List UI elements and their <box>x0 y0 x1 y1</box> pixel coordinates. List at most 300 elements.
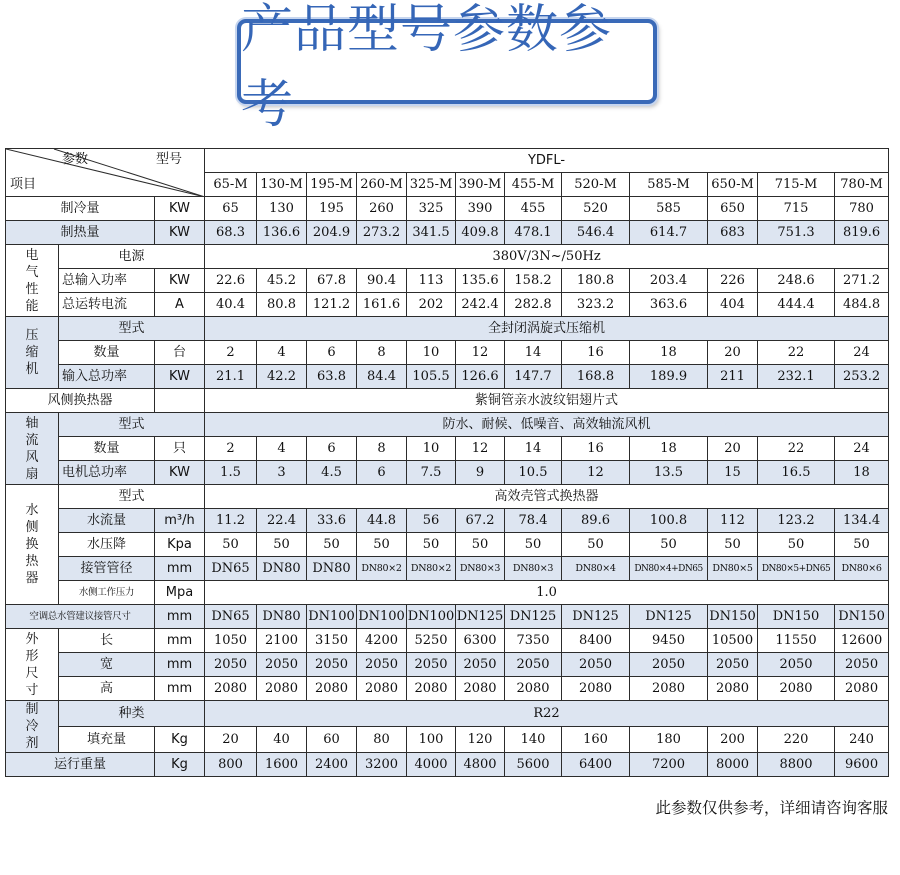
value-cell: 136.6 <box>257 221 307 245</box>
model-cell: 325-M <box>407 173 456 197</box>
value-cell: 16.5 <box>758 461 835 485</box>
value-cell: 123.2 <box>758 509 835 533</box>
value-cell: 50 <box>456 533 505 557</box>
row-main-pipe <box>6 605 889 629</box>
value-cell: 232.1 <box>758 365 835 389</box>
value-cell: 100.8 <box>630 509 708 533</box>
spec-table <box>5 148 889 777</box>
value-cell: 4200 <box>357 629 407 653</box>
value-cell: 78.4 <box>505 509 562 533</box>
value-cell: DN80 <box>307 557 357 581</box>
value-cell: 614.7 <box>630 221 708 245</box>
value-cell: 33.6 <box>307 509 357 533</box>
value-cell: 50 <box>630 533 708 557</box>
value-cell: 8800 <box>758 753 835 777</box>
value-cell: 273.2 <box>357 221 407 245</box>
value-cell: 455 <box>505 197 562 221</box>
value-cell: 180.8 <box>562 269 630 293</box>
value-cell: 819.6 <box>835 221 889 245</box>
category-char: 流 <box>25 432 39 448</box>
category-char: 寸 <box>25 682 39 698</box>
value-cell: 282.8 <box>505 293 562 317</box>
value-cell: 10 <box>407 341 456 365</box>
category-label <box>6 317 59 389</box>
series-name: YDFL- <box>205 149 889 173</box>
category-label <box>6 485 59 605</box>
value-cell: 2080 <box>708 677 758 701</box>
row-total-input <box>6 269 889 293</box>
row-label: 长 <box>59 629 155 653</box>
row-water-type <box>6 485 889 509</box>
model-cell: 715-M <box>758 173 835 197</box>
value-cell: DN100 <box>357 605 407 629</box>
value-cell: 444.4 <box>758 293 835 317</box>
value-cell: 130 <box>257 197 307 221</box>
unit-cell: mm <box>155 605 205 629</box>
value-cell: DN125 <box>562 605 630 629</box>
value-cell: 13.5 <box>630 461 708 485</box>
value-cell: 751.3 <box>758 221 835 245</box>
row-label: 水侧工作压力 <box>59 581 155 605</box>
header-diagonal-cell <box>6 149 205 197</box>
row-label: 型式 <box>59 317 205 341</box>
value-cell: 189.9 <box>630 365 708 389</box>
value-cell: 2080 <box>505 677 562 701</box>
category-char: 电 <box>25 247 39 263</box>
value-cell: DN80×5+DN65 <box>758 557 835 581</box>
value-cell: DN125 <box>630 605 708 629</box>
row-label: 电机总功率 <box>59 461 155 485</box>
row-label: 型式 <box>59 413 205 437</box>
value-cell: 14 <box>505 341 562 365</box>
unit-cell: Kpa <box>155 533 205 557</box>
value-cell: 16 <box>562 437 630 461</box>
value-cell: 4 <box>257 437 307 461</box>
row-label: 接管管径 <box>59 557 155 581</box>
row-label: 制冷量 <box>6 197 155 221</box>
row-label: 运行重量 <box>6 753 155 777</box>
row-width <box>6 653 889 677</box>
row-label: 制热量 <box>6 221 155 245</box>
value-cell: 89.6 <box>562 509 630 533</box>
value-cell: 341.5 <box>407 221 456 245</box>
value-cell: 484.8 <box>835 293 889 317</box>
value-cell: 715 <box>758 197 835 221</box>
value-cell: 10 <box>407 437 456 461</box>
unit-cell <box>155 389 205 413</box>
value-cell: 9450 <box>630 629 708 653</box>
model-cell: 260-M <box>357 173 407 197</box>
unit-cell: Kg <box>155 753 205 777</box>
row-label: 总运转电流 <box>59 293 155 317</box>
value-cell: 121.2 <box>307 293 357 317</box>
value-cell: 16 <box>562 341 630 365</box>
row-label: 总输入功率 <box>59 269 155 293</box>
value-cell: 2050 <box>758 653 835 677</box>
row-air-hx <box>6 389 889 413</box>
value-cell: 7350 <box>505 629 562 653</box>
value-cell: 2080 <box>835 677 889 701</box>
value-cell: DN80×4+DN65 <box>630 557 708 581</box>
value-cell: DN65 <box>205 605 257 629</box>
category-char: 制 <box>25 702 39 717</box>
value-cell: 12600 <box>835 629 889 653</box>
unit-cell: KW <box>155 197 205 221</box>
value-cell: 50 <box>307 533 357 557</box>
value-cell: 2050 <box>407 653 456 677</box>
value-cell: 2050 <box>357 653 407 677</box>
value-cell: DN80×4 <box>562 557 630 581</box>
value-cell: 2050 <box>257 653 307 677</box>
category-char: 换 <box>25 537 39 552</box>
unit-cell: 台 <box>155 341 205 365</box>
row-compressor-qty <box>6 341 889 365</box>
value-cell: 50 <box>708 533 758 557</box>
value-cell: 200 <box>708 727 758 753</box>
value-cell: 11.2 <box>205 509 257 533</box>
category-char: 形 <box>25 648 39 664</box>
value-cell: 7.5 <box>407 461 456 485</box>
value-cell: 112 <box>708 509 758 533</box>
value-cell: 2080 <box>357 677 407 701</box>
value-cell: 22.6 <box>205 269 257 293</box>
row-label: 填充量 <box>59 727 155 753</box>
value-cell: 158.2 <box>505 269 562 293</box>
value-cell: 2400 <box>307 753 357 777</box>
value-cell: 211 <box>708 365 758 389</box>
value-cell: 5250 <box>407 629 456 653</box>
value-cell: 271.2 <box>835 269 889 293</box>
unit-cell: A <box>155 293 205 317</box>
value-cell: 18 <box>630 437 708 461</box>
value-cell: 21.1 <box>205 365 257 389</box>
value-cell: 2 <box>205 341 257 365</box>
model-cell: 780-M <box>835 173 889 197</box>
value-cell: 3150 <box>307 629 357 653</box>
unit-cell: Mpa <box>155 581 205 605</box>
value-cell: 40 <box>257 727 307 753</box>
value-cell: 2080 <box>307 677 357 701</box>
row-label: 种类 <box>59 701 205 727</box>
value-cell: 22.4 <box>257 509 307 533</box>
value-cell: 2050 <box>505 653 562 677</box>
row-weight <box>6 753 889 777</box>
value-cell: 2050 <box>630 653 708 677</box>
unit-cell: KW <box>155 461 205 485</box>
value-cell: 409.8 <box>456 221 505 245</box>
model-cell: 455-M <box>505 173 562 197</box>
value-cell: 50 <box>407 533 456 557</box>
value-cell: 42.2 <box>257 365 307 389</box>
value-cell: 113 <box>407 269 456 293</box>
unit-cell: mm <box>155 557 205 581</box>
value-cell: 5600 <box>505 753 562 777</box>
row-height <box>6 677 889 701</box>
value-cell: 325 <box>407 197 456 221</box>
category-char: 能 <box>25 298 39 314</box>
model-label: 型号 <box>156 152 183 167</box>
value-cell: 10.5 <box>505 461 562 485</box>
value-cell: 2080 <box>456 677 505 701</box>
unit-cell: m³/h <box>155 509 205 533</box>
category-char: 扇 <box>25 466 39 482</box>
value-cell: 203.4 <box>630 269 708 293</box>
model-cell: 520-M <box>562 173 630 197</box>
row-length <box>6 629 889 653</box>
value-cell: 20 <box>708 341 758 365</box>
value-cell: 84.4 <box>357 365 407 389</box>
value-cell: 8 <box>357 437 407 461</box>
span-value: 全封闭涡旋式压缩机 <box>205 317 889 341</box>
value-cell: DN80 <box>257 557 307 581</box>
row-label: 宽 <box>59 653 155 677</box>
model-cell: 650-M <box>708 173 758 197</box>
value-cell: 126.6 <box>456 365 505 389</box>
value-cell: 50 <box>257 533 307 557</box>
value-cell: DN80×6 <box>835 557 889 581</box>
item-label: 项目 <box>10 177 37 192</box>
row-water-pressure-drop <box>6 533 889 557</box>
value-cell: 44.8 <box>357 509 407 533</box>
row-label: 数量 <box>59 437 155 461</box>
row-compressor-type <box>6 317 889 341</box>
value-cell: 20 <box>205 727 257 753</box>
value-cell: 168.8 <box>562 365 630 389</box>
value-cell: 404 <box>708 293 758 317</box>
value-cell: 140 <box>505 727 562 753</box>
value-cell: 12 <box>562 461 630 485</box>
value-cell: 9600 <box>835 753 889 777</box>
model-cell: 65-M <box>205 173 257 197</box>
value-cell: 18 <box>630 341 708 365</box>
category-char: 风 <box>25 449 39 465</box>
span-value: 高效壳管式换热器 <box>205 485 889 509</box>
value-cell: 2100 <box>257 629 307 653</box>
value-cell: 520 <box>562 197 630 221</box>
value-cell: 3200 <box>357 753 407 777</box>
row-water-pipe <box>6 557 889 581</box>
value-cell: 390 <box>456 197 505 221</box>
value-cell: DN65 <box>205 557 257 581</box>
unit-cell: mm <box>155 629 205 653</box>
value-cell: DN150 <box>708 605 758 629</box>
value-cell: DN125 <box>456 605 505 629</box>
value-cell: 135.6 <box>456 269 505 293</box>
value-cell: 546.4 <box>562 221 630 245</box>
value-cell: 8000 <box>708 753 758 777</box>
category-char: 缩 <box>25 345 39 360</box>
value-cell: 50 <box>505 533 562 557</box>
value-cell: 45.2 <box>257 269 307 293</box>
value-cell: 11550 <box>758 629 835 653</box>
value-cell: 2050 <box>835 653 889 677</box>
row-fan-type <box>6 413 889 437</box>
value-cell: 650 <box>708 197 758 221</box>
value-cell: 6 <box>357 461 407 485</box>
value-cell: 67.8 <box>307 269 357 293</box>
value-cell: 780 <box>835 197 889 221</box>
value-cell: DN100 <box>307 605 357 629</box>
value-cell: 80 <box>357 727 407 753</box>
value-cell: DN150 <box>835 605 889 629</box>
value-cell: 147.7 <box>505 365 562 389</box>
value-cell: 120 <box>456 727 505 753</box>
model-cell: 195-M <box>307 173 357 197</box>
value-cell: 6400 <box>562 753 630 777</box>
value-cell: 63.8 <box>307 365 357 389</box>
unit-cell: mm <box>155 677 205 701</box>
value-cell: 240 <box>835 727 889 753</box>
value-cell: 10500 <box>708 629 758 653</box>
span-value: 紫铜管亲水波纹铝翅片式 <box>205 389 889 413</box>
value-cell: 6 <box>307 437 357 461</box>
category-char: 机 <box>25 362 39 377</box>
category-char: 器 <box>25 571 39 586</box>
row-power-source <box>6 245 889 269</box>
value-cell: 67.2 <box>456 509 505 533</box>
value-cell: 12 <box>456 437 505 461</box>
category-char: 气 <box>25 264 39 280</box>
value-cell: 22 <box>758 341 835 365</box>
value-cell: 4800 <box>456 753 505 777</box>
row-water-flow <box>6 509 889 533</box>
row-compressor-power <box>6 365 889 389</box>
value-cell: DN100 <box>407 605 456 629</box>
value-cell: 14 <box>505 437 562 461</box>
value-cell: 585 <box>630 197 708 221</box>
span-value: 380V/3N~/50Hz <box>205 245 889 269</box>
unit-cell: KW <box>155 269 205 293</box>
category-char: 热 <box>25 554 39 569</box>
category-char: 轴 <box>25 415 39 431</box>
value-cell: 65 <box>205 197 257 221</box>
value-cell: 24 <box>835 437 889 461</box>
span-value: 1.0 <box>205 581 889 605</box>
category-char: 尺 <box>25 665 39 681</box>
value-cell: 2050 <box>205 653 257 677</box>
value-cell: 363.6 <box>630 293 708 317</box>
value-cell: 204.9 <box>307 221 357 245</box>
value-cell: DN80 <box>257 605 307 629</box>
row-fan-power <box>6 461 889 485</box>
value-cell: 2080 <box>630 677 708 701</box>
value-cell: 90.4 <box>357 269 407 293</box>
unit-cell: KW <box>155 221 205 245</box>
row-refrigerant-type <box>6 701 889 727</box>
category-char: 侧 <box>25 520 39 535</box>
header-row-top <box>6 149 889 173</box>
value-cell: 323.2 <box>562 293 630 317</box>
category-label <box>6 701 59 753</box>
value-cell: 160 <box>562 727 630 753</box>
value-cell: 180 <box>630 727 708 753</box>
row-label: 空调总水管建议接管尺寸 <box>6 605 155 629</box>
value-cell: 8400 <box>562 629 630 653</box>
value-cell: 50 <box>835 533 889 557</box>
model-cell: 130-M <box>257 173 307 197</box>
value-cell: 8 <box>357 341 407 365</box>
value-cell: 195 <box>307 197 357 221</box>
value-cell: 80.8 <box>257 293 307 317</box>
value-cell: 68.3 <box>205 221 257 245</box>
value-cell: DN80×5 <box>708 557 758 581</box>
value-cell: DN80×2 <box>407 557 456 581</box>
value-cell: 1.5 <box>205 461 257 485</box>
value-cell: 1600 <box>257 753 307 777</box>
row-refrigerant-charge <box>6 727 889 753</box>
value-cell: 4000 <box>407 753 456 777</box>
value-cell: 50 <box>357 533 407 557</box>
value-cell: 683 <box>708 221 758 245</box>
value-cell: 260 <box>357 197 407 221</box>
model-cell: 390-M <box>456 173 505 197</box>
value-cell: 18 <box>835 461 889 485</box>
value-cell: 9 <box>456 461 505 485</box>
span-value: R22 <box>205 701 889 727</box>
value-cell: 134.4 <box>835 509 889 533</box>
value-cell: 2080 <box>205 677 257 701</box>
value-cell: 4 <box>257 341 307 365</box>
value-cell: DN125 <box>505 605 562 629</box>
value-cell: 2080 <box>407 677 456 701</box>
value-cell: 220 <box>758 727 835 753</box>
value-cell: 226 <box>708 269 758 293</box>
value-cell: DN80×2 <box>357 557 407 581</box>
value-cell: 478.1 <box>505 221 562 245</box>
value-cell: 4.5 <box>307 461 357 485</box>
value-cell: 161.6 <box>357 293 407 317</box>
unit-cell: mm <box>155 653 205 677</box>
value-cell: 60 <box>307 727 357 753</box>
value-cell: DN80×3 <box>505 557 562 581</box>
row-label: 水流量 <box>59 509 155 533</box>
value-cell: 40.4 <box>205 293 257 317</box>
row-cooling <box>6 197 889 221</box>
row-label: 水压降 <box>59 533 155 557</box>
value-cell: 2050 <box>456 653 505 677</box>
value-cell: 100 <box>407 727 456 753</box>
category-char: 外 <box>25 631 39 647</box>
category-char: 压 <box>25 328 39 343</box>
value-cell: 2 <box>205 437 257 461</box>
value-cell: DN150 <box>758 605 835 629</box>
row-water-working-pressure <box>6 581 889 605</box>
value-cell: 22 <box>758 437 835 461</box>
value-cell: 50 <box>562 533 630 557</box>
value-cell: 242.4 <box>456 293 505 317</box>
value-cell: 2050 <box>562 653 630 677</box>
category-char: 冷 <box>25 719 39 734</box>
row-label: 数量 <box>59 341 155 365</box>
row-label: 电源 <box>59 245 205 269</box>
row-label: 输入总功率 <box>59 365 155 389</box>
value-cell: 6300 <box>456 629 505 653</box>
footer-note: 此参数仅供参考，详细请咨询客服 <box>655 799 888 817</box>
param-label: 参数 <box>62 152 89 167</box>
row-label: 高 <box>59 677 155 701</box>
value-cell: 2080 <box>562 677 630 701</box>
value-cell: 24 <box>835 341 889 365</box>
value-cell: 15 <box>708 461 758 485</box>
value-cell: 2050 <box>708 653 758 677</box>
row-total-current <box>6 293 889 317</box>
value-cell: 1050 <box>205 629 257 653</box>
value-cell: 2080 <box>758 677 835 701</box>
row-fan-qty <box>6 437 889 461</box>
category-label <box>6 629 59 701</box>
value-cell: 2080 <box>257 677 307 701</box>
value-cell: 800 <box>205 753 257 777</box>
